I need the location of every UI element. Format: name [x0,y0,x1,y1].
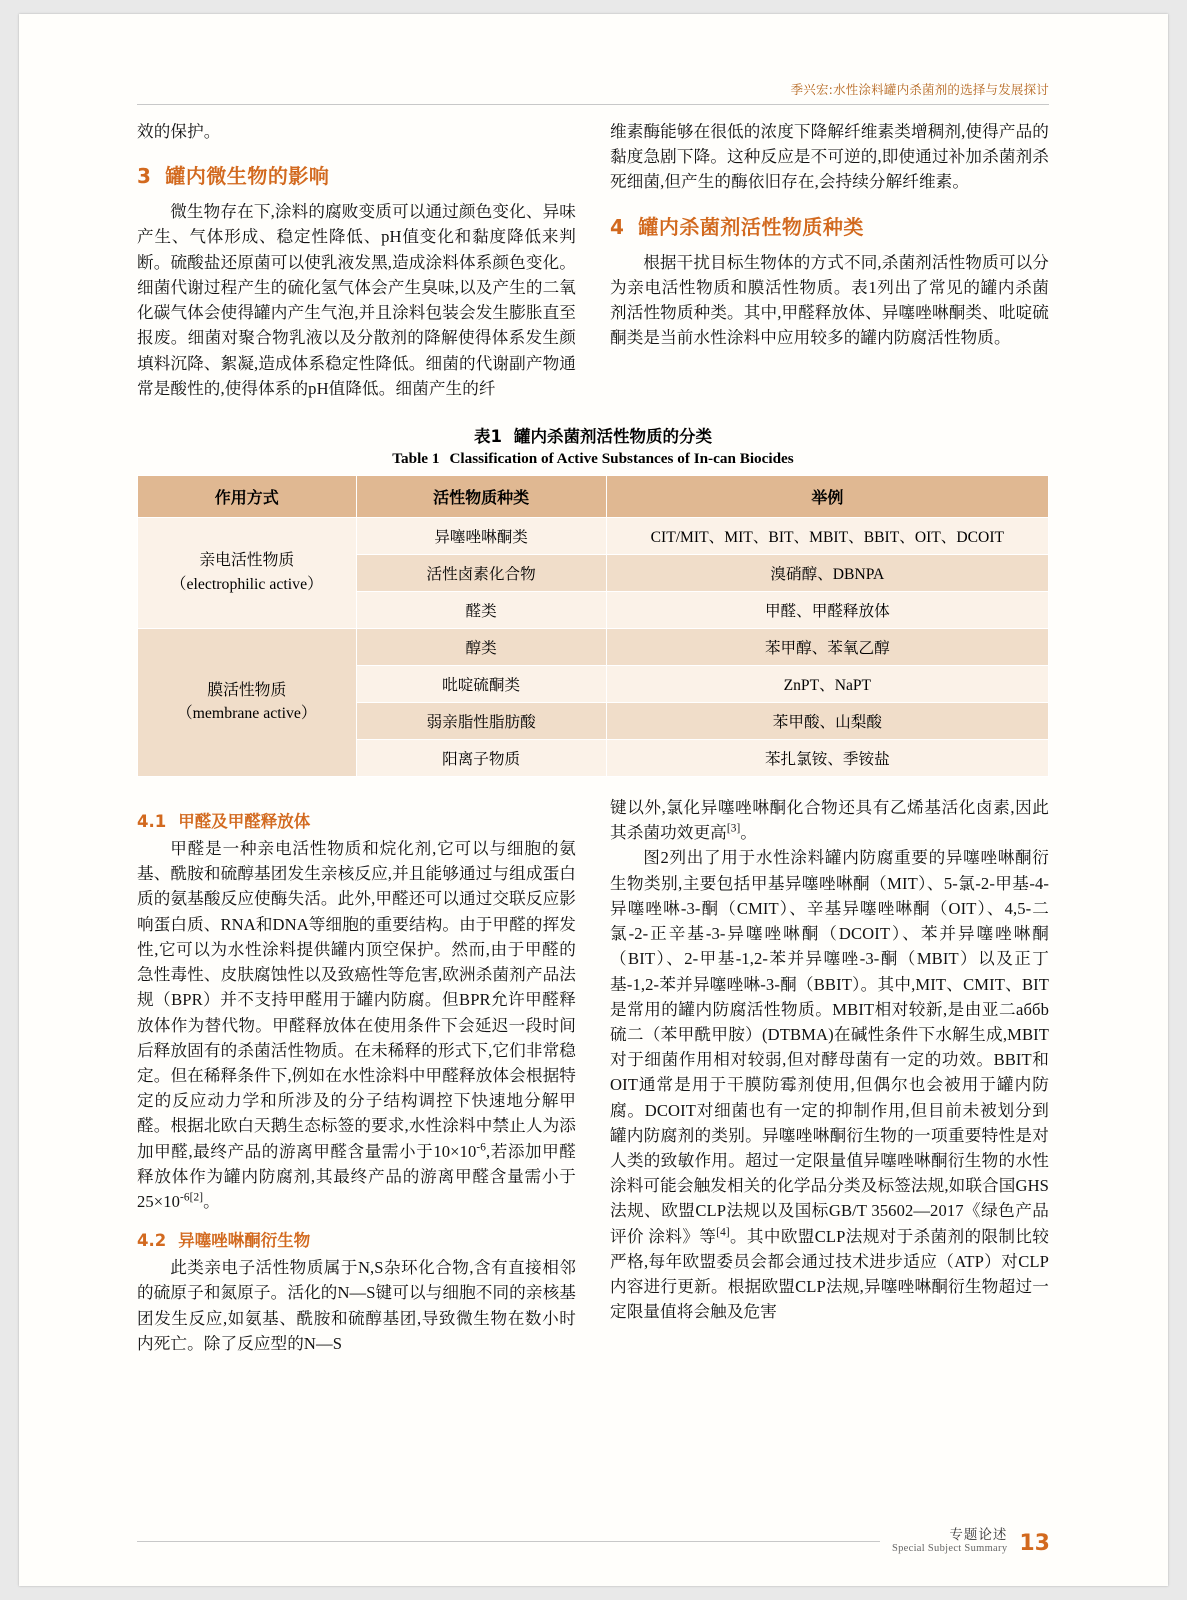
cell-kind: 阳离子物质 [356,739,606,776]
page-footer [137,1527,1050,1556]
table-header-row [138,475,1049,517]
group-label-en: （membrane active） [176,705,317,723]
cell-kind: 异噻唑啉酮类 [356,517,606,554]
biocide-table [137,475,1049,777]
paragraph-42: 此类亲电子活性物质属于N,S杂环化合物,含有直接相邻的硫原子和氮原子。活化的N—S键可以与细胞不同的亲核基团发生反应,如氨基、酰胺和硫醇基团,导致微生物在数小时内死亡。除了反应型的N—S [137,1258,576,1353]
footer-rule [137,1541,880,1542]
cell-kind: 吡啶硫酮类 [356,665,606,702]
bottom-right-column [610,795,1049,1356]
bottom-left-column [137,795,576,1356]
subsection-number-41: 4.1 [137,811,167,831]
section-number-4: 4 [610,214,625,239]
table-caption-en-text: Classification of Active Substances of In-can Biocides [449,449,794,467]
section-title-4: 罐内杀菌剂活性物质种类 [638,214,864,239]
top-left-column [137,119,576,401]
cell-kind: 活性卤素化合物 [356,554,606,591]
group-label-cn: 膜活性物质 [207,681,287,699]
table-caption-cn-text: 罐内杀菌剂活性物质的分类 [513,426,712,446]
group-label-cn: 亲电活性物质 [199,552,295,570]
paragraph-section4: 根据干扰目标生物体的方式不同,杀菌剂活性物质可以分为亲电活性物质和膜活性物质。表1列出了常见的罐内杀菌剂活性物质种类。其中,甲醛释放体、异噻唑啉酮类、吡啶硫酮类是当前水性涂料中应用较多的罐内防腐活性物质。 [610,252,1049,348]
table-block [137,423,1049,777]
paragraph-right-2: 图2列出了用于水性涂料罐内防腐重要的异噻唑啉酮衍生物类别,主要包括甲基异噻唑啉酮（MIT）、5-氯-2-甲基-4-异噻唑啉-3-酮（CMIT）、辛基异噻唑啉酮（OIT）、4,5-二氯-2-正辛基-3-异噻唑啉酮（DCOIT）、苯并异噻唑啉酮（BIT）、2-甲基-1,2-苯并异噻唑-3-酮（MBIT）以及正丁基-1,2-苯并异噻唑啉-3-酮（BBIT）。其中,MIT、CMIT、BIT是常用的罐内防腐活性物质。MBIT相对较新,是由亚二аббb硫二（苯甲酰甲胺）(DTBMA)在碱性条件下水解生成,MBIT对于细菌作用相对较弱,但对酵母菌有一定的功效。BBIT和OIT通常是用于干膜防霉剂使用,但偶尔也会被用于罐内防腐。DCOIT对细菌也有一定的抑制作用,但目前未被划分到罐内防腐剂的类别。异噻唑啉酮衍生物的一项重要特性是对人类的致敏作用。超过一定限量值异噻唑啉酮衍生物的水性涂料可能会触发相关的化学品分类及标签法规,如联合国GHS法规、欧盟CLP法规以及国标GB/T 35602—2017《绿色产品评价 涂料》等[4]。其中欧盟CLP法规对于杀菌剂的限制比较严格,每年欧盟委员会都会通过技术进步适应（ATP）对CLP内容进行更新。根据欧盟CLP法规,异噻唑啉酮衍生物超过一定限量值将会触及危害 [610,848,1049,1322]
paragraph-41: 甲醛是一种亲电活性物质和烷化剂,它可以与细胞的氨基、酰胺和硫醇基团发生亲核反应,并且能够通过与组成蛋白质的氨基酸反应使酶失活。此外,甲醛还可以通过交联反应影响蛋白质、RNA和DNA等细胞的重要结构。由于甲醛的挥发性,它可以为水性涂料提供罐内顶空保护。然而,由于甲醛的急性毒性、皮肤腐蚀性以及致癌性等危害,欧洲杀菌剂产品法规（BPR）并不支持甲醛用于罐内防腐。但BPR允许甲醛释放体作为替代物。甲醛释放体在使用条件下会延迟一段时间后释放固有的杀菌活性物质。在未稀释的形式下,它们非常稳定。但在稀释条件下,例如在水性涂料中甲醛释放体会根据特定的反应动力学和所涉及的分子结构调控下快速地分解甲醛。根据北欧白天鹅生态标签的要求,水性涂料中禁止人为添加甲醛,最终产品的游离甲醛含量需小于$10\times 10^{-6}$,若添加甲醛释放体作为罐内防腐剂,其最终产品的游离甲醛含量需小于$25\times 10^{-6[2]}$。 [137,838,577,1212]
cell-kind: 醛类 [356,591,606,628]
subsection-number-42: 4.2 [137,1231,167,1251]
cell-example: 苯甲酸、山梨酸 [606,702,1048,739]
group-label-membrane [138,628,357,776]
column-header-example: 举例 [606,475,1048,517]
cell-example: CIT/MIT、MIT、BIT、MBIT、BBIT、OIT、DCOIT [606,517,1048,554]
top-columns [137,119,1049,401]
page-number: 13 [1019,1531,1050,1556]
paragraph-continued: 维素酶能够在很低的浓度下降解纤维素类增稠剂,使得产品的黏度急剧下降。这种反应是不可逆的,即使通过补加杀菌剂杀死细菌,但产生的酶依旧存在,会持续分解纤维素。 [610,122,1049,192]
paragraph-right-1: 键以外,氯化异噻唑啉酮化合物还具有乙烯基活化卤素,因此其杀菌功效更高[3]。 [610,797,1049,843]
table-caption-en-number: Table 1 [392,449,440,467]
top-right-column [610,119,1049,401]
table-row [138,628,1049,665]
table-row [138,517,1049,554]
group-label-en: （electrophilic active） [170,575,323,593]
group-label-electrophilic [138,517,357,628]
subsection-title-42: 异噻唑啉酮衍生物 [178,1231,311,1251]
section-number-3: 3 [137,164,152,189]
cell-example: ZnPT、NaPT [606,665,1048,702]
cell-kind: 弱亲脂性脂肪酸 [356,702,606,739]
lead-text: 效的保护。 [137,122,221,141]
page-content [137,80,1049,1356]
running-head-block [137,80,1049,105]
section-heading-4 [610,211,1049,240]
subsection-heading-42 [137,1227,576,1251]
column-header-kind: 活性物质种类 [356,475,606,517]
table-body [138,517,1049,776]
cell-example: 甲醛、甲醛释放体 [606,591,1048,628]
cell-example: 苯甲醇、苯氧乙醇 [606,628,1048,665]
table-caption-en [137,450,1049,468]
column-header-mode: 作用方式 [138,475,357,517]
footer-label-en: Special Subject Summary [891,1543,1008,1555]
page [19,14,1168,1586]
cell-example: 溴硝醇、DBNPA [606,554,1048,591]
cell-example: 苯扎氯铵、季铵盐 [606,739,1048,776]
table-head [138,475,1049,517]
section-title-3: 罐内微生物的影响 [165,164,330,189]
subsection-heading-41 [137,808,576,832]
table-caption-cn-number: 表1 [474,426,502,446]
section-heading-3 [137,160,576,189]
bottom-columns [137,795,1049,1356]
footer-label-cn: 专题论述 [949,1527,1008,1544]
table-caption-cn [137,423,1049,447]
cell-kind: 醇类 [356,628,606,665]
footer-label [892,1527,1007,1556]
running-head: 季兴宏:水性涂料罐内杀菌剂的选择与发展探讨 [790,82,1049,97]
subsection-title-41: 甲醛及甲醛释放体 [178,811,311,831]
paragraph-section3: 微生物存在下,涂料的腐败变质可以通过颜色变化、异味产生、气体形成、稳定性降低、pH值变化和黏度降低来判断。硫酸盐还原菌可以使乳液发黑,造成涂料体系颜色变化。细菌代谢过程产生的硫化氢气体会产生臭味,以及产生的二氧化碳气体会使得罐内产生气泡,并且涂料包装会发生膨胀直至报废。细菌对聚合物乳液以及分散剂的降解使得体系发生颜填料沉降、絮凝,造成体系稳定性降低。细菌的代谢副产物通常是酸性的,使得体系的pH值降低。细菌产生的纤 [137,202,576,398]
